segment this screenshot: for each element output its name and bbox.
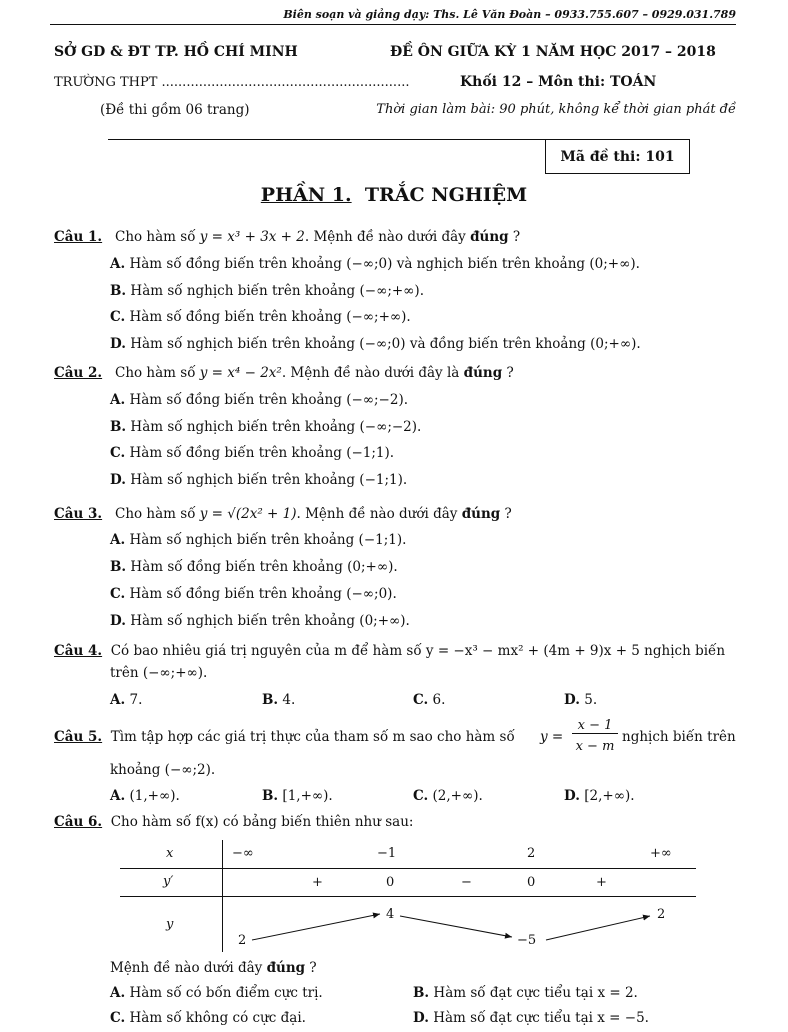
question-label: Câu 2. (54, 365, 103, 381)
y-value: 2 (238, 933, 247, 948)
option-c[interactable] (110, 1010, 306, 1026)
question-text: Cho hàm số (114, 506, 200, 522)
question-text: ? (500, 506, 512, 522)
option-letter: C. (110, 586, 126, 602)
option-letter: B. (262, 692, 279, 708)
emphasis: đúng (470, 229, 509, 245)
y-value: 4 (386, 907, 395, 922)
department-name: SỞ GD & ĐT TP. HỒ CHÍ MINH (54, 44, 298, 60)
fraction-lhs: y = (540, 729, 564, 745)
grade-subject: Khối 12 – Môn thi: TOÁN (460, 74, 657, 90)
time-note: Thời gian làm bài: 90 phút, không kể thời gian phát đề (376, 102, 736, 117)
question-text: nghịch biến trên (622, 729, 736, 745)
pages-note: (Đề thi gồm 06 trang) (100, 102, 250, 118)
option-c[interactable] (110, 445, 394, 461)
option-text: Hàm số đồng biến trên khoảng (−∞;0). (129, 586, 397, 602)
y-value: 2 (657, 907, 666, 922)
question-3 (54, 506, 512, 522)
option-text: 5. (584, 692, 598, 708)
question-1 (54, 229, 520, 245)
option-letter: D. (110, 472, 126, 488)
question-text: ? (305, 960, 317, 976)
arrow-decreasing (400, 916, 512, 937)
option-letter: C. (110, 445, 126, 461)
question-math: y = x⁴ − 2x² (199, 365, 282, 381)
option-letter: A. (110, 985, 126, 1001)
question-text: Cho hàm số (114, 365, 200, 381)
option-a[interactable] (110, 256, 640, 272)
question-text: Cho hàm số (114, 229, 200, 245)
option-letter: D. (110, 336, 126, 352)
option-letter: A. (110, 392, 126, 408)
option-text: Hàm số đạt cực tiểu tại x = 2. (433, 985, 638, 1001)
section-title (0, 184, 788, 206)
fraction-numerator: x − 1 (572, 718, 618, 734)
option-letter: C. (110, 309, 126, 325)
option-text: 6. (432, 692, 446, 708)
option-text: 7. (129, 692, 143, 708)
question-math: y = √(2x² + 1) (199, 506, 297, 522)
option-text: (1,+∞). (129, 788, 180, 804)
question-label: Câu 4. (54, 643, 103, 659)
option-a[interactable] (110, 692, 142, 708)
exam-code: Mã đề thi: 101 (560, 148, 675, 165)
option-d[interactable] (564, 788, 635, 804)
option-text: Hàm số nghịch biến trên khoảng (−∞;+∞). (130, 283, 424, 299)
option-c[interactable] (110, 309, 411, 325)
author-line: Biên soạn và giảng dạy: Ths. Lê Văn Đoàn – 0933.755.607 – 0929.031.789 (283, 8, 736, 21)
table-divider-row2 (120, 896, 696, 897)
option-letter: D. (564, 788, 580, 804)
question-4-line2: trên (−∞;+∞). (110, 665, 208, 681)
option-text: Hàm số nghịch biến trên khoảng (−1;1). (130, 472, 408, 488)
option-letter: A. (110, 256, 126, 272)
x-value: −1 (377, 846, 397, 861)
question-6 (54, 814, 413, 830)
option-letter: C. (413, 788, 429, 804)
question-text: Cho hàm số f(x) có bảng biến thiên như sau: (110, 814, 414, 830)
question-text: Mệnh đề nào dưới đây (110, 960, 267, 976)
question-text: ? (508, 229, 521, 245)
option-text: Hàm số đồng biến trên khoảng (−∞;+∞). (129, 309, 411, 325)
question-math: y = x³ + 3x + 2 (199, 229, 305, 245)
option-text: Hàm số nghịch biến trên khoảng (−∞;−2). (130, 419, 422, 435)
row-label-y: y (166, 917, 174, 932)
option-letter: A. (110, 692, 126, 708)
exam-title: ĐỀ ÔN GIỮA KỲ 1 NĂM HỌC 2017 – 2018 (390, 44, 716, 60)
option-d[interactable] (110, 336, 641, 352)
option-letter: C. (110, 1010, 126, 1026)
option-letter: D. (110, 613, 126, 629)
option-b[interactable] (413, 985, 638, 1001)
school-name: TRƯỜNG THPT ............................................................ (54, 75, 410, 90)
option-d[interactable] (564, 692, 597, 708)
question-5-line2: khoảng (−∞;2). (110, 762, 216, 778)
option-text: Hàm số có bốn điểm cực trị. (129, 985, 323, 1001)
code-divider (108, 139, 545, 140)
option-d[interactable] (110, 472, 407, 488)
option-letter: A. (110, 532, 126, 548)
exam-code-box (545, 139, 690, 174)
option-letter: B. (110, 559, 127, 575)
question-text: . Mệnh đề nào dưới đây (304, 229, 471, 245)
option-text: 4. (282, 692, 296, 708)
sign-value: 0 (386, 875, 395, 890)
table-divider-row1 (120, 868, 696, 869)
header-divider (50, 24, 736, 25)
question-label: Câu 6. (54, 814, 103, 830)
x-value: −∞ (232, 846, 254, 861)
question-label: Câu 5. (54, 729, 103, 745)
sign-value: 0 (527, 875, 536, 890)
option-letter: A. (110, 788, 126, 804)
question-text: . Mệnh đề nào dưới đây là (281, 365, 464, 381)
option-letter: B. (110, 419, 127, 435)
question-text: . Mệnh đề nào dưới đây (296, 506, 462, 522)
question-text: ? (502, 365, 514, 381)
option-text: Hàm số đồng biến trên khoảng (−1;1). (129, 445, 395, 461)
option-b[interactable] (110, 559, 398, 575)
question-label: Câu 1. (54, 229, 103, 245)
y-value: −5 (517, 933, 537, 948)
option-d[interactable] (110, 613, 410, 629)
option-c[interactable] (413, 788, 483, 804)
arrow-increasing (252, 914, 380, 940)
option-a[interactable] (110, 788, 180, 804)
x-value: 2 (527, 846, 536, 861)
question-6-ask (110, 960, 317, 976)
option-a[interactable] (110, 985, 323, 1001)
emphasis: đúng (463, 365, 503, 381)
question-4 (54, 643, 725, 659)
sign-value: + (312, 875, 323, 890)
question-5 (54, 729, 515, 745)
option-text: (2,+∞). (432, 788, 483, 804)
option-letter: B. (413, 985, 430, 1001)
emphasis: đúng (266, 960, 306, 976)
option-text: Hàm số không có cực đại. (129, 1010, 306, 1026)
option-text: Hàm số nghịch biến trên khoảng (−∞;0) và đồng biến trên khoảng (0;+∞). (130, 336, 641, 352)
option-b[interactable] (110, 419, 421, 435)
option-a[interactable] (110, 392, 408, 408)
option-letter: B. (262, 788, 279, 804)
section-number: PHẦN 1. (260, 184, 352, 206)
option-b[interactable] (262, 788, 333, 804)
arrow-increasing (546, 916, 650, 940)
sign-value: − (461, 875, 472, 890)
question-text: Có bao nhiêu giá trị nguyên của m để hàm số y = −x³ − mx² + (4m + 9)x + 5 nghịch biến (110, 643, 726, 659)
option-b[interactable] (262, 692, 295, 708)
option-text: Hàm số đồng biến trên khoảng (0;+∞). (130, 559, 398, 575)
option-a[interactable] (110, 532, 406, 548)
option-text: [1,+∞). (282, 788, 333, 804)
option-letter: D. (413, 1010, 429, 1026)
sign-value: + (596, 875, 607, 890)
question-2 (54, 365, 514, 381)
option-b[interactable] (110, 283, 424, 299)
option-c[interactable] (413, 692, 445, 708)
section-name: TRẮC NGHIỆM (364, 184, 528, 206)
fraction-denominator: x − m (575, 739, 615, 754)
option-text: Hàm số đạt cực tiểu tại x = −5. (433, 1010, 649, 1026)
option-text: Hàm số nghịch biến trên khoảng (0;+∞). (130, 613, 410, 629)
row-label-yprime: y′ (163, 874, 174, 889)
option-letter: D. (564, 692, 580, 708)
option-text: Hàm số nghịch biến trên khoảng (−1;1). (129, 532, 407, 548)
option-text: [2,+∞). (584, 788, 635, 804)
emphasis: đúng (461, 506, 501, 522)
option-text: Hàm số đồng biến trên khoảng (−∞;0) và nghịch biến trên khoảng (0;+∞). (129, 256, 640, 272)
option-text: Hàm số đồng biến trên khoảng (−∞;−2). (129, 392, 409, 408)
option-c[interactable] (110, 586, 397, 602)
option-d[interactable] (413, 1010, 649, 1026)
x-value: +∞ (650, 846, 672, 861)
row-label-x: x (166, 846, 174, 861)
question-text: Tìm tập hợp các giá trị thực của tham số m sao cho hàm số (110, 729, 515, 745)
option-letter: C. (413, 692, 429, 708)
option-letter: B. (110, 283, 127, 299)
question-label: Câu 3. (54, 506, 103, 522)
